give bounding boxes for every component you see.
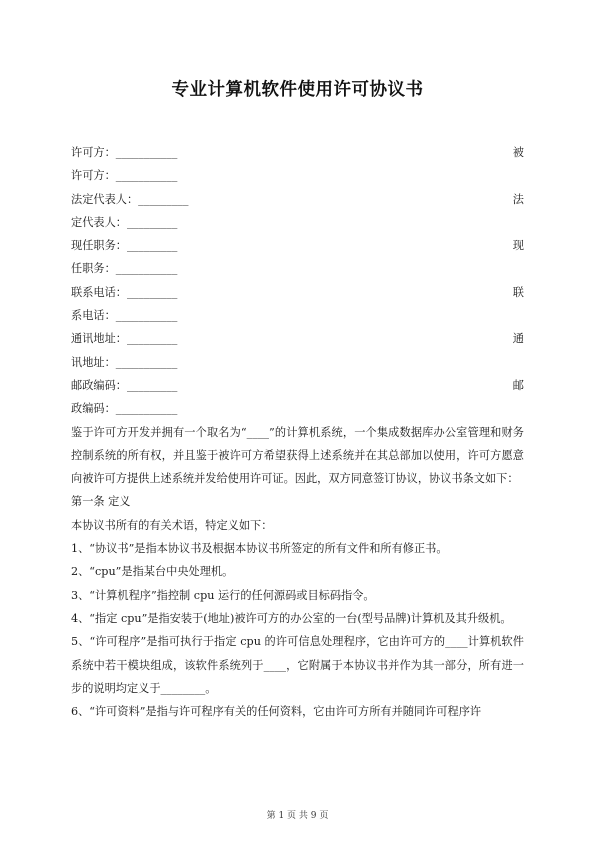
party-line: [71, 164, 524, 187]
party-field-label: 通讯地址：_________: [71, 332, 178, 346]
party-line: [71, 188, 524, 211]
party-line: [71, 211, 524, 234]
party-field-label: 联系电话：_________: [71, 285, 178, 299]
party-line: [71, 141, 524, 164]
party-field-label: 定代表人：_________: [71, 215, 178, 229]
definition-item: 4、“指定 cpu”是指安装于(地址)被许可方的办公室的一台(型号品牌)计算机及其升级机。: [71, 611, 512, 625]
party-field-wrap-char: 通: [512, 332, 524, 346]
party-field-label: 讯地址：___________: [71, 355, 178, 369]
preamble-paragraph: 鉴于许可方开发并拥有一个取名为“____”的计算机系统，一个集成数据库办公室管理和财务控制系统的所有权，并且鉴于被许可方希望获得上述系统并在其总部加以使用，许可方愿意向被许可方提供上述系统并发给使用许可证。因此，双方同意签订协议，协议书条文如下：: [71, 425, 524, 486]
party-field-label: 法定代表人：_________: [71, 192, 189, 206]
definition-item: 6、“许可资料”是指与许可程序有关的任何资料，它由许可方所有并随同许可程序许: [71, 705, 482, 719]
party-field-label: 现任职务：_________: [71, 239, 178, 253]
party-line: [71, 257, 524, 280]
definition-item: 5、“许可程序”是指可执行于指定 cpu 的许可信息处理程序，它由许可方的____计算机软件系统中若干模块组成，该软件系统列于____，它附属于本协议书并作为其一部分，所有进一步的说明均定义于________。: [71, 635, 524, 695]
party-field-label: 任职务：___________: [71, 262, 178, 276]
party-field-wrap-char: 联: [512, 285, 524, 299]
party-field-label: 许可方：___________: [71, 169, 178, 183]
article-heading: 第一条 定义: [71, 495, 131, 509]
document-title: 专业计算机软件使用许可协议书: [171, 80, 424, 100]
definition-item: 2、“cpu”是指某台中央处理机。: [71, 565, 234, 579]
definition-item: 3、“计算机程序”指控制 cpu 运行的任何源码或目标码指令。: [71, 588, 375, 602]
page-footer: 第 1 页 共 9 页: [266, 811, 329, 821]
definition-item: 1、“协议书”是指本协议书及根据本协议书所签定的所有文件和所有修正书。: [71, 542, 448, 556]
party-field-label: 政编码：___________: [71, 402, 178, 416]
article-intro: 本协议书所有的有关术语，特定义如下：: [71, 518, 273, 532]
party-field-wrap-char: 被: [512, 146, 524, 159]
document-body: [71, 141, 524, 723]
party-field-label: 许可方：___________: [71, 146, 178, 159]
party-field-wrap-char: 邮: [512, 378, 524, 392]
party-line: [71, 374, 524, 397]
party-line: [71, 304, 524, 327]
party-line: [71, 327, 524, 350]
party-line: [71, 234, 524, 257]
party-line: [71, 397, 524, 420]
party-field-wrap-char: 法: [512, 192, 524, 206]
party-field-label: 邮政编码：_________: [71, 378, 178, 392]
party-field-wrap-char: 现: [512, 239, 524, 253]
party-line: [71, 351, 524, 374]
party-field-label: 系电话：___________: [71, 309, 178, 323]
party-line: [71, 281, 524, 304]
